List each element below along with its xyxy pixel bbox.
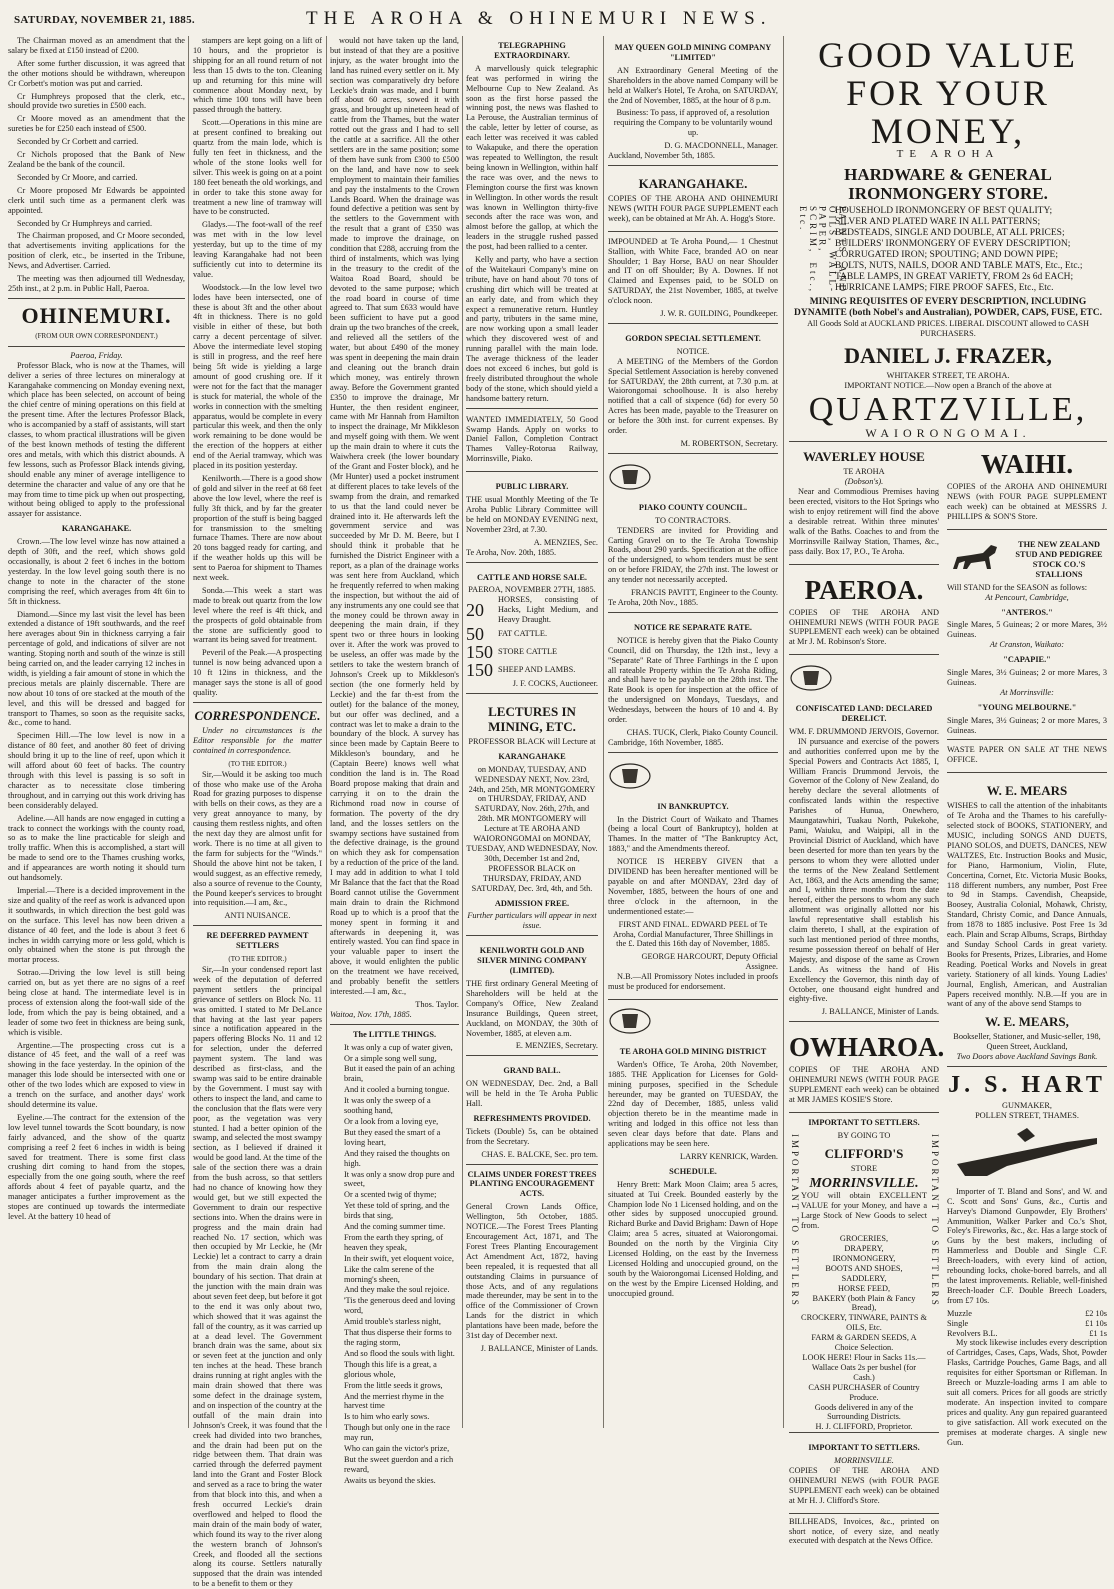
side-label: IMPORTANT TO SETTLERS — [789, 1133, 800, 1308]
paragraph: Scott.—Operations in this mine are at present confined to breaking out quartz from the main lode, which is fully ten feet in thickness, and the whole of the stone looks well for silver. This week is going on at a point 180 feet beneath the old workings, and in order to take this stone away for treatment a new line of tramway will have to be constructed. — [193, 118, 322, 217]
divider — [8, 346, 185, 347]
poem-line: Is to him who early sows. — [344, 1412, 430, 1422]
to-the-editor: (TO THE EDITOR.) — [228, 955, 287, 964]
ad-text: IN pursuance and exercise of the powers and authorities conferred upon me by the Special Powers and Contracts Act 1885, I, William Francis Drummond Jervois, the Governor of the Colony of New Zealand, do hereby declare the several allotments of confiscated lands within the respective Parishes of Hunua, Onewhero, Maungatawhiri, Tuakau North, Pukekohe, Pami, Waiuku, and Waipipi, all in the Provincial District of Auckland, which have been deserted for more than ten years by the persons to whom they were allotted under the terms of the New Zealand Settlement Act, 1863, and the Acts amending the same; and I, within three months from the date hereof, either the persons to whom any such allotment was originally allotted nor his lawful representative shall establish his claim thereto, I shall, at the expiration of such last mentioned period of three months, resume possession thereof on behalf of Her Majesty, and dispose of the same as Crown Lands. As witness the hand of His Excellency the Governor, this ninth day of October, one thousand eight hundred and eighty-five. — [789, 736, 939, 1004]
ad-heading: J. S. HART — [948, 1072, 1106, 1099]
ad-signature: W. E. MEARS, — [985, 1014, 1069, 1030]
ad-heading: LECTURES IN MINING, ETC. — [488, 703, 576, 734]
poem-line: Or a simple song well sung, — [344, 1053, 437, 1063]
ad-forest-claims — [466, 1170, 598, 1354]
ad-owharoa — [789, 1025, 945, 1113]
poem-line: But it eased the pain of an aching brain, — [344, 1064, 455, 1084]
royal-arms-icon — [608, 761, 652, 791]
paragraph: Diamond.—Since my last visit the level has been extended a distance of 19ft southwards, and the reef here averages about 9in in thickness carrying a fair percentage of gold, and indications of silver are not wanting. Stoping north and south of the winze is still being carried on, and the leader carrying 12 inches in width, is yielding a fair amount of stone in which the precious metals are plainly discernable. There are now about 10 tons of ore stacked at the mouth of the level, and this will be dressed and bagged for transport to Thames, so soon as the requisite sacks, &c., come to hand. — [8, 609, 185, 728]
ad-gold-mining-district — [608, 1003, 778, 1299]
paragraph: Seconded by Cr Humphreys and carried. — [17, 218, 153, 228]
ad-signature: D. G. MACDONNELL, Manager. — [664, 141, 778, 151]
ad-item: TABLE LAMPS, IN GREAT VARIETY, FROM 2s 6d EACH; — [835, 271, 1074, 282]
ad-text: Near and Commodious Premises having been erected, visitors to the Hot Springs who wish to enjoy retirement will find the above a desirable retreat. Within three minutes' walk of the Baths. Coaches to and from the Morrinsville Railway Station, Thames, &c., pass daily. Box 17, P.O., Te Aroha. — [789, 487, 939, 556]
paragraph: Sotrao.—Driving the low level is still being carried on, but as yet there are no signs of a reef being close at hand. The intermediate level is in process of extension along the foot-wall side of the lode, from which the pay is being obtained, and a leader of some two feet in thickness are being sunk, which is visible. — [8, 968, 185, 1037]
ad-public-library — [466, 475, 598, 562]
ad-text: A MEETING of the Members of the Gordon Special Settlement Association is hereby convened for SATURDAY, the 28th current, at 7.30 p.m. at Waiorongomai schoolhouse. It is also hereby notified that a call of sixpence (6d) for every 50 Acres has been made, payable to the Treasurer on or before the 30th inst. for current expenses. By order. — [608, 356, 778, 436]
column-6 — [789, 35, 1107, 1546]
lot-count: 150 — [466, 642, 493, 663]
ad-text: COPIES OF THE AROHA AND OHINEMURI NEWS (WITH FOUR PAGE SUPPLEMENT each week) can be obtained at MR JAMES KOSIE'S Store. — [789, 1065, 939, 1104]
ad-date: Cambridge, 16th November, 1885. — [608, 737, 724, 747]
paragraph: stampers are kept going on a lift of 10 hours, and the proprietor is shipping for an all round return of not less than 15 dwts to the ton. Cleaning up and returning for this mine will commence about Monday next, by which time 100 tons will have been passed through the battery. — [193, 36, 322, 115]
ad-heading: KARANGAHAKE. — [638, 175, 748, 191]
lot-count: 50 — [466, 624, 484, 645]
stallion-name: "YOUNG MELBOURNE." — [977, 702, 1077, 712]
stud-fee: Single Mares, 5 Guineas; 2 or more Mares, 3½ Guineas. — [947, 620, 1107, 640]
ad-item: BOOTS AND SHOES, — [825, 1263, 903, 1273]
poem-line: And it cooled a burning tongue. — [344, 1085, 450, 1095]
price-value: £1 10s — [1085, 1318, 1107, 1328]
ad-item: HOUSEHOLD IRONMONGERY OF BEST QUALITY; — [835, 205, 1053, 216]
price-row — [947, 1329, 1107, 1339]
ad-item: HORSE FEED, — [837, 1283, 891, 1293]
paragraph: Seconded by Cr Moore, and carried. — [17, 172, 138, 182]
ad-wanted — [466, 413, 598, 473]
paragraph: Imperial.—There is a decided improvement in the size and quality of the reef as work is advanced upon it southwards, in which direction the best gold was on the surface. This level has now been driven a distance of 40 feet, and the lode is about 3 feet 6 inches in width carrying more or less gold, which is only obtained when the stone is put through the mortar process. — [8, 885, 185, 965]
ad-text: In the District Court of Waikato and Thames (being a local Court of Bankruptcy), holden at Thames. In the matter of "The Bankruptcy Act, 1883," and the Amendments thereof. — [608, 814, 778, 854]
sale-lot — [466, 661, 598, 679]
ad-text: THE usual Monthly Meeting of the Te Aroha Public Library Committee will be held on MONDAY EVENING next, November 23rd, at 7.30. — [466, 495, 598, 534]
horse-icon — [947, 537, 1007, 577]
sale-lot — [466, 595, 598, 625]
masthead — [0, 0, 1114, 34]
ad-waihi — [947, 442, 1107, 530]
ad-address: Two Doors above Auckland Savings Bank. — [956, 1052, 1098, 1062]
ad-signature: FRANCIS PAVITT, Engineer to the County. — [630, 588, 778, 598]
poem-line: From the little seeds it grows, — [344, 1380, 443, 1390]
sale-lot — [466, 643, 598, 661]
stud-fee: Single Mares, 3½ Guineas; 2 or more Mares, 3 Guineas. — [947, 668, 1107, 687]
ad-item: BAKERY (both Plain & Fancy Bread), — [812, 1293, 916, 1313]
ad-text: Will STAND for the SEASON as follows: — [947, 582, 1088, 592]
ad-heading: GORDON SPECIAL SETTLEMENT. — [625, 333, 761, 343]
price-label: Single — [947, 1318, 969, 1328]
poem-line: But they eased the smart of a loving heart, — [344, 1127, 441, 1147]
ad-may-queen — [608, 36, 778, 166]
paragraph: Cr Moore moved as an amendment that the sureties be for £250 each instead of £500. — [8, 114, 185, 134]
ad-lectures — [466, 697, 598, 936]
paragraph: Adeline.—All hands are now engaged in cutting a track to connect the workings with the county road, so as to make the line practicable for sleigh and trolly traffic. When this is accomplished, a start will be made to send ore to the Thames crushing works, and if appearances are worth noting it should turn out handsomely. — [8, 813, 185, 883]
ad-signature: J. BALLANCE, Minister of Lands. — [480, 1343, 598, 1353]
ad-item: GROCERIES, — [839, 1234, 889, 1244]
ad-text: COPIES OF THE AROHA AND OHINEMURI NEWS (WITH FOUR PAGE SUPPLEMENT each week) can be obtained at Mr J. M. Robinson's Store. — [789, 607, 939, 647]
paragraph: Gladys.—The foot-wall of the reef was met with in the low level yesterday, but up to the time of my leaving Karangahake had not been sufficiently cut into to determine its value. — [193, 220, 322, 279]
lot-count: 20 — [466, 600, 484, 621]
paragraph: Argentine.—The prospecting cross cut is a distance of 45 feet, and the wall of a reef was showing in the face yesterday. In the opinion of the manager this lode should be intersected with one or other of the two lodes which are exposed to view in a trench on the surface, and another days' work should determine its value. — [8, 1040, 185, 1109]
ad-item: CROCKERY, TINWARE, PAINTS & OILS, Etc. — [801, 1313, 927, 1333]
ad-heading: NOTICE RE SEPARATE RATE. — [633, 622, 753, 632]
ad-owner: (Dobson's). — [844, 477, 884, 487]
ad-item: SILVER AND PLATED WARE IN ALL PATTERNS; — [835, 216, 1041, 227]
ad-item: BEDSTEADS, SINGLE AND DOUBLE, AT ALL PRICES; — [835, 227, 1065, 238]
lot-desc: STORE CATTLE — [498, 647, 558, 657]
signature: Thos. Taylor. — [415, 999, 459, 1009]
ad-text: BILLHEADS, Invoices, &c., printed on short notice, of every size, and neatly executed with despatch at the News Office. — [789, 1516, 939, 1546]
ad-item: HURRICANE LAMPS; FIRE PROOF SAFES, Etc., Etc. — [835, 282, 1054, 293]
column-1 — [8, 36, 185, 1428]
poem — [330, 1043, 459, 1486]
ad-morrinsville-copies — [789, 1436, 939, 1513]
ad-bankruptcy — [608, 756, 778, 1000]
ad-text: YOU will obtain EXCELLENT VALUE for your Money, and have a Large Stock of New Goods to select from. — [801, 1191, 927, 1231]
ad-heading: CATTLE AND HORSE SALE. — [476, 572, 588, 582]
subheading: RE DEFERRED PAYMENT SETTLERS — [206, 931, 309, 951]
sale-lot — [466, 625, 598, 643]
column-rule — [783, 36, 784, 1428]
ad-item: IRONMONGERY, — [832, 1253, 896, 1263]
ad-item: BUILDERS' IRONMONGERY OF EVERY DESCRIPTION; — [835, 238, 1071, 249]
poem-line: And they make the soul rejoice. — [344, 1285, 450, 1295]
issue-date: SATURDAY, NOVEMBER 21, 1885. — [14, 14, 195, 26]
ad-signature: J. W. R. GUILDING, Poundkeeper. — [660, 309, 778, 319]
ad-separate-rate — [608, 616, 778, 753]
section-heading: OHINEMURI. — [21, 302, 172, 328]
ad-text: AN Extraordinary General Meeting of the Shareholders in the above named Company will be held at Walker's Hotel, Te Aroha, on SATURDAY, the 2nd of November, 1885, at the hour of 8 p.m. — [608, 65, 778, 105]
ad-gordon-settlement — [608, 327, 778, 454]
paragraph: Cr Nichols proposed that the Bank of New Zealand be the bank of the council. — [8, 150, 185, 169]
ad-text: WISHES to call the attention of the inhabitants of Te Aroha and the Thames to his carefully-selected stock of BOOKS, STATIONERY, and MUSIC, including SONGS AND DUETS, PIANO SOLOS, and DUETS, DANCES, NEW WALTZES, Etc. Instruction Books and Music, for Piano, Harmonium, Violin, Flute, Concertina, Cornet, Etc. Victoria Music Books, 118 different numbers, any number, Post Free to 9d in Stamps. Cavendish, Cheapside, Boosey, Australia Colonial, Mohawk, Christy, Standard, Christy Comic, and Dance Annuals, from 1878 to 1885 inclusive. Post Free 1s 3d each. Plain and Scrap Albums, Scraps, Birthday and Sunday School Cards in great variety. Books for Presents, Prizes, Libraries, and Home Reading. Poetical Works and Novels in great variety. Stationery of all kinds. Young Ladies' Journal, English, American, and Australian Papers received monthly. N.B.—If you are in want of any of the above send Stamps to — [947, 801, 1107, 1009]
divider — [8, 298, 185, 299]
ad-town: TE AROHA — [896, 148, 1000, 160]
price-value: £2 10s — [1085, 1308, 1107, 1318]
ad-date: Te Aroha, 20th Nov., 1885. — [608, 597, 699, 607]
ad-item: FARM & GARDEN SEEDS, A Choice Selection. — [811, 1333, 917, 1353]
stud-location: At Cranston, Waikato: — [989, 640, 1065, 650]
ad-text: Warden's Office, Te Aroha, 20th November, 1885. THE Application for Licenses for Gold-mining purposes, specified in the Schedule hereunder, may be granted on TUESDAY, the 22nd day of December, 1885, unless valid objection thereto be in the meantime made in writing and lodged in this office not less than seven clear days before that date. Plans and applications may be seen here. — [608, 1059, 778, 1149]
ad-text: STORE — [850, 1163, 878, 1173]
ad-text: NOTICE is hereby given that the Piako County Council, did on Thursday, the 12th inst., levy a "Separate" Rate of Three Farthings in the £ upon all rateable Property within the Te Aroha Riding, and shall have to be payable on the 28th inst. The Rate Book is open for inspection at the office of the undersigned on Mondays, Tuesdays, and Wednesdays, between the hours of 10 and 4. By order. — [608, 635, 778, 725]
ad-signature: E. MENZIES, Secretary. — [515, 1041, 598, 1051]
ad-text: General Crown Lands Office, Wellington, 5th October, 1885. NOTICE.—The Forest Trees Planting Encouragement Act, 1871, and The Forest Trees Planting Encouragement Act Amendment Act, 1872, having been repealed, it is requested that all outstanding Claims in pursuance of those Acts, and of any regulations made thereunder, may be sent in to the office of the Commissioner of Crown Lands for the district in which plantations have been made, before the 31st day of December next. — [466, 1202, 598, 1341]
ad-karangahake — [608, 169, 778, 232]
ad-town: TE AROHA — [843, 467, 885, 477]
ad-heading: IMPORTANT TO SETTLERS. — [808, 1117, 920, 1127]
ad-hart-gunmaker — [947, 1072, 1107, 1447]
ad-text: PROFESSOR BLACK will Lecture at — [468, 736, 596, 746]
byline: (FROM OUR OWN CORRESPONDENT.) — [35, 331, 158, 340]
paragraph: Seconded by Cr Corbett and carried. — [17, 137, 139, 147]
ad-text: Business: To pass, if approved of, a resolution requiring the Company to be voluntarily wound up. — [613, 108, 773, 138]
ad-date: Auckland, November 5th, 1885. — [608, 151, 715, 161]
ad-piako-council — [608, 457, 778, 613]
lot-desc: FAT CATTLE. — [498, 629, 548, 639]
poem-title: The LITTLE THINGS. — [352, 1029, 437, 1039]
ad-place: KARANGAHAKE — [498, 751, 566, 761]
side-label: PAINTS AND OILS, WALL-PAPER, SCRIM, Etc., Etc. — [797, 205, 848, 294]
column-rule — [326, 36, 327, 1428]
ad-heading: CONFISCATED LAND: DECLARED DERELICT. — [795, 704, 933, 724]
ad-town: MORRINSVILLE. — [834, 1456, 894, 1466]
paragraph: Crown.—The low level winze has now attained a depth of 30ft, and the reef, which shows gold occasionally, is about 2 feet 6 inches in the bottom yesterday. In the low level going south there is no change to note in the character of the stone comprising the reef, which averages from 4ft 6in to 5ft in thickness. — [8, 537, 185, 606]
ad-text: Goods delivered in any of the Surrounding Districts. — [814, 1402, 914, 1422]
divider — [193, 925, 322, 926]
ad-cliffords-store — [789, 1118, 939, 1433]
ad-town: MORRINSVILLE. — [809, 1175, 919, 1191]
royal-arms-icon — [608, 1006, 652, 1036]
paragraph: The Chairman moved as an amendment that the salary be fixed at £150 instead of £200. — [8, 36, 185, 55]
lot-desc: HORSES, consisting of Hacks, Light Medium, and Heavy Draught. — [498, 595, 598, 625]
ad-text: Tickets (Double) 5s, can be obtained from the Secretary. — [466, 1126, 598, 1146]
ad-text: Further particulars will appear in next issue. — [467, 911, 597, 931]
column-6-lower — [789, 442, 1107, 1546]
paragraph: The meeting was then adjourned till Wednesday, 25th inst., at 2 p.m. in Public Hall, Paeroa. — [8, 274, 185, 293]
poem-line: And so flood the souls with light. — [344, 1348, 455, 1358]
ad-store-name: CLIFFORD'S — [824, 1145, 904, 1161]
lot-count: 150 — [466, 660, 493, 681]
ad-paeroa — [789, 568, 939, 656]
ad-subheading: TO CONTRACTORS. — [655, 515, 731, 525]
ad-text: TENDERS are invited for Providing and Carting Gravel on to the Te Aroha Township Roads, about 290 yards. Specification at the office of the undersigned, to whom tenders must be sent on or before FRIDAY, the 27th inst. The lowest or any tender not necessarily accepted. — [608, 525, 778, 585]
ad-admission: ADMISSION FREE. — [494, 898, 570, 908]
ad-item: SADDLERY, — [841, 1273, 887, 1283]
price-row — [947, 1309, 1107, 1319]
poem-line: And they raised the thoughts on high. — [344, 1148, 450, 1168]
ad-signature: J. BALLANCE, Minister of Lands. — [821, 1007, 939, 1017]
poem-line: Though but only one in the race may run, — [344, 1423, 450, 1443]
ad-signature: LARRY KENRICK, Warden. — [680, 1151, 778, 1161]
ad-text: NOTICE IS HEREBY GIVEN that a DIVIDEND has been hereafter mentioned will be payable on and after MONDAY, 23rd day of November, 1885, between the hours of one and three o'clock in the afternoon, in the undermentioned estate:— — [608, 857, 778, 916]
column-5 — [608, 36, 778, 1428]
ad-item: DRAPERY, — [844, 1244, 884, 1253]
ad-heading: PAEROA. — [804, 574, 924, 605]
newspaper-title: THE AROHA & OHINEMURI NEWS. — [306, 8, 772, 29]
ad-signature: WM. F. DRUMMOND JERVOIS, Governor. — [789, 726, 939, 736]
price-row — [947, 1319, 1107, 1329]
paragraph: Sonda.—This week a start was made to break out quartz from the low level where the reef is 4ft thick, and the prospects of gold obtainable from the stone are sufficiently good to warrant its being saved for treatment. — [193, 585, 322, 645]
signature: ANTI NUISANCE. — [224, 911, 291, 921]
divider — [466, 408, 598, 409]
ad-kenilworth — [466, 939, 598, 1056]
ad-signature: H. J. CLIFFORD, Proprietor. — [815, 1422, 913, 1432]
ad-heading: IMPORTANT TO SETTLERS. — [808, 1443, 920, 1453]
ad-text: Importer of T. Bland and Sons', and W. and C. Scott and Sons' Guns, &c., Curtis and Harvey's Diamond Gunpowder, Ely Brothers' Ammunition, Walker Parker and Co.'s Shot, Foley's Fireworks, &c., &c. Has a large stock of Guns by the best makers, including of Hammerless and Double and Single C.F. Breech-loaders, with every kind of action, rebounding locks, choke-bored barrels, and all the latest improvements. Reliable, well-finished Breech-loader C.F. Double Breech Loaders, from £7 10s. — [947, 1186, 1107, 1305]
poem-line: But the sweet guerdon and a rich reward, — [344, 1454, 454, 1474]
gun-illustration — [947, 1124, 1107, 1184]
ad-text: IMPORTANT NOTICE.—Now open a Branch of the above at — [844, 380, 1052, 390]
side-label: IMPORTANT TO SETTLERS — [930, 1133, 940, 1308]
poem-line: Yet these told of spring, and the birds that sing, — [344, 1201, 450, 1221]
ad-billheads — [789, 1517, 939, 1547]
paragraph: Cr Humphreys proposed that the clerk, etc., should provide two sureties in £500 each. — [8, 91, 185, 111]
ad-text: IMPOUNDED at Te Aroha Pound,— 1 Chestnut Stallion, with White Face, branded AO on near Shoulder; 1 Bay Horse, BAU on near Shoulder and IT on off Shoulder; By A. Downes. If not Claimed and Expenses paid, to be SOLD on SATURDAY, the 21st November, 1885, at twelve o'clock noon. — [608, 236, 778, 306]
ad-impounded — [608, 235, 778, 324]
letter: Sir,—Would it be asking too much of those who make use of the Aroha Road for grazing purposes to dispense with bells on their cows, as they are a very great annoyance to many, by causing them restless nights, and often the next day they are almost unfit for work. There is no time at all given to the farm for subjects for the "Winds." Should the above hint not be taken, I would suggest, as an effective remedy, also a source of revenue to the County, the Pound keeper's services to brought into requisition.—I am, &c., — [193, 769, 322, 908]
ad-hardware-store — [789, 36, 1107, 442]
ad-text: WANTED IMMEDIATELY, 50 Good Swamp Hands. Apply on works to Daniel Fallon, Completion Contract Thames Valley-Rotorua Railway, Morrinsville, Piako. — [466, 414, 598, 464]
ad-signature: CHAS. TUCK, Clerk, Piako County Council. — [626, 727, 778, 737]
ad-text: LOOK HERE! Flour in Sacks 11s.—Wallace Oats 2s per bushel (for Cash.) — [802, 1352, 926, 1382]
paragraph: Cr Moore proposed Mr Edwards be appointed clerk until such time as a permanent clerk was appointed. — [8, 185, 185, 215]
ad-item-list — [789, 206, 1107, 294]
ad-date: Te Aroha, Nov. 20th, 1885. — [466, 547, 557, 557]
poem-line: In their swift, yet eloquent voice, — [344, 1253, 454, 1263]
column-2 — [193, 36, 323, 1589]
paragraph: Eyeline.—The contract for the extension of the low level tunnel towards the Scott boundary, is now fairly advanced, and the show of the quartz comprising a reef 2 feet 6 inches in width is being saved for treatment. There is some first class crushing dirt coming to hand from the stopes, especially from the one going south, where the reef affords about 4 feet of payable quartz, and the manager anticipates a further improvement as the stopes are continued up towards the intermediate level. At the battery 10 head of — [8, 1112, 185, 1221]
ad-item: CORRUGATED IRON; SPOUTING; AND DOWN PIPE; — [835, 249, 1058, 260]
ad-address: POLLEN STREET, THAMES. — [975, 1110, 1079, 1120]
column-rule — [603, 36, 604, 1428]
ad-text: COPIES of the AROHA AND OHINEMURI NEWS (with FOUR PAGE SUPPLEMENT each week) can be obtained at MESSRS J. PHILLIPS & SON'S Store. — [947, 482, 1107, 522]
poem-line: Who can gain the victor's prize, — [344, 1444, 450, 1454]
paragraph: Kelly and party, who have a section of the Waitekauri Company's mine on tribute, have on hand about 70 tons of crushing dirt which will be treated at an early date, and from which they expect a remunerative return. Huntley and party, tributers in the same mine, are now working upon a small leader which they discovered west of and running parallel with the main lode. The average thickness of the leader does not exceed 6 inches, but gold is freely distributed throughout the whole body of the stone, which should yield a handsome battery return. — [466, 255, 598, 403]
ad-heading: GRAND BALL. — [503, 1066, 561, 1076]
lot-desc: SHEEP AND LAMBS. — [498, 665, 576, 675]
ad-heading: KENILWORTH GOLD AND SILVER MINING COMPANY (LIMITED). — [477, 946, 587, 976]
ad-text: on MONDAY, TUESDAY, AND WEDNESDAY NEXT, Nov. 23rd, 24th, and 25th, MR MONTGOMERY on THURSDAY, FRIDAY, AND SATURDAY, Nov. 26th, 27th, and 28th. MR MONTGOMERY will Lecture at TE AROHA AND WAIORONGOMAI on MONDAY, TUESDAY, AND WEDNESDAY, Nov. 30th, December 1st and 2nd, PROFESSOR BLACK on THURSDAY, FRIDAY, AND SATURDAY, Dec. 3rd, 4th, and 5th. — [466, 764, 598, 893]
ad-text: All Goods Sold at AUCKLAND PRICES. LIBERAL DISCOUNT allowed to CASH PURCHASERS. — [807, 318, 1089, 338]
ad-waste-paper — [947, 743, 1107, 773]
ad-heading: HARDWARE & GENERAL IRONMONGERY STORE. — [844, 164, 1052, 203]
coat-of-arms-icon — [608, 462, 652, 492]
paragraph: Kenilworth.—There is a good show of gold and silver in the reef at 68 feet above the low level, where the reef is fully 3ft thick, and by far the greater proportion of the stuff is being bagged for transmission to the smelting furnace Thames. There are now about 20 tons bagged ready for carting, and if the weather holds up this will be sent to Paeroa for shipment to Thames next week. — [193, 473, 322, 583]
ad-heading: WAIHI. — [980, 449, 1074, 480]
poem-line: Or a scented twig of thyme; — [344, 1190, 437, 1200]
ad-location: QUARTZVILLE, — [808, 390, 1088, 428]
paragraph: The Chairman proposed, and Cr Moore seconded, that advertisements inviting applications for the position of clerk, etc., be inserted in the Tribune, News, and Advertiser. Carried. — [8, 231, 185, 271]
ad-heading: IN BANKRUPTCY. — [657, 801, 729, 811]
paragraph: Professor Black, who is now at the Thames, will deliver a series of three lectures on mineralogy at Karangahake commencing on Monday evening next, which place has been selected, on account of being the chief centre of mining operations on this field at the present time. After the lectures Professor Black, who is accompanied by a staff of assistants, will start classes, to whom practical illustrations will be given of the best known methods of testing the different ores and metals, with which this district abounds. A few lessons, such as Professor Black intends giving, should enable any miner of average intelligence to determine the character and value of any ore that he may from time to time pick up when out prospecting, without being obliged to apply to the professional assayer for assistance. — [8, 360, 185, 519]
ad-cattle-sale — [466, 566, 598, 694]
ad-text: THE first ordinary General Meeting of Shareholders will be held at the Company's Office, New Zealand Insurance Buildings, Queen street, Auckland, on MONDAY, the 30th of November, 1885, at eleven a.m. — [466, 978, 598, 1038]
ad-location: WAIORONGOMAI. — [865, 425, 1031, 440]
poem-line: From the earth they spring, of heaven they speak, — [344, 1232, 444, 1252]
ad-waverley-house — [789, 442, 939, 564]
ad-heading: THE NEW ZEALAND STUD AND PEDIGREE STOCK CO.'S STALLIONS — [1015, 540, 1103, 579]
ad-heading: MAY QUEEN GOLD MINING COMPANY "LIMITED" — [614, 43, 772, 62]
ad-address: WHITAKER STREET, TE AROHA. — [886, 370, 1010, 380]
poem-line: It was only a snow drop pure and sweet, — [344, 1169, 455, 1189]
price-label: Revolvers B.L. — [947, 1328, 998, 1338]
ad-signature: GEORGE HARCOURT, Deputy Official Assignee. — [641, 952, 778, 972]
ad-headline: GOOD VALUE FOR YOUR MONEY, — [818, 35, 1078, 151]
paragraph: Specimen Hill.—The low level is now in a distance of 80 feet, and another 80 feet of driving should bring it up to the line of reef, upon which it will afford about 60 feet of backs. The country through with this level is passing is so soft in character as to necessitate close timbering throughout, and in carrying out this work driving has been considerably delayed. — [8, 731, 185, 810]
stud-location: At Pencourt, Cambridge, — [985, 592, 1069, 602]
column-4 — [466, 36, 598, 1428]
ad-signature: CHAS. E. BALCKE, Sec. pro tem. — [481, 1149, 598, 1159]
ad-text: FIRST AND FINAL. EDWARD PEEL of Te Aroha, Cordial Manufacturer, Three Shillings in the £. Dated this 16th day of November, 1885. — [612, 919, 774, 949]
stud-fee: Single Mares, 3½ Guineas; 2 or more Mares, 3 Guineas. — [947, 715, 1107, 735]
paragraph: After some further discussion, it was agreed that the other motions should be withdrawn, whereupon Cr Corbett's motion was put and carried. — [8, 58, 185, 88]
ad-text: WASTE PAPER ON SALE AT THE NEWS OFFICE. — [947, 745, 1107, 765]
ad-subheading: SCHEDULE. — [669, 1166, 717, 1176]
subheading: KARANGAHAKE. — [61, 524, 132, 534]
editor-note: Under no circumstances is the Editor responsible for the matter contained in correspondence. — [193, 725, 322, 755]
poem-line: It was only a cup of water given, — [344, 1042, 453, 1052]
ad-item: BOLTS, NUTS, NAILS, DOOR AND TABLE MATS, Etc., Etc.; — [835, 260, 1083, 271]
poem-line: And the coming summer time. — [344, 1222, 446, 1232]
poem-line: Amid trouble's starless night, — [344, 1317, 441, 1327]
divider — [193, 702, 322, 703]
correspondence-heading: CORRESPONDENCE. — [194, 707, 321, 723]
ad-subheading: NOTICE. — [676, 346, 710, 356]
poem-line: Though this life is a great, a glorious whole, — [344, 1359, 437, 1379]
poem-line: It was only the sweep of a soothing hand, — [344, 1096, 431, 1116]
ad-confiscated-land — [789, 658, 939, 1022]
paragraph: Woodstock.—In the low level two lodes have been intersected, one of these is about 3ft and the other about 4ft in thickness. There is no gold visible in either of these, but both carry a decent percentage of silver. Above the intermediate level stoping is still in progress, and the reef here being 5ft wide is yielding a large amount of good crushing ore. If it were not for the fact that the manager is stuck for material, the whole of the works in connection with the smelting apparatus, would be complete in every particular this week, and then the only work remaining to be done would be the erection of the hoppers at either end of the Aerial tramway, which was placed in its position yesterday. — [193, 282, 322, 471]
poem-line: Or a look from a loving eye, — [344, 1116, 439, 1126]
ad-heading: PIAKO COUNTY COUNCIL. — [638, 502, 748, 512]
ad-heading: OWHAROA. — [789, 1032, 945, 1063]
ad-text: BY GOING TO — [837, 1130, 891, 1140]
ad-text: CASH PURCHASER of Country Produce. — [808, 1382, 920, 1402]
ad-heading: WAVERLEY HOUSE — [803, 449, 925, 465]
poem-line: And the merriest rhyme in the harvest time — [344, 1391, 444, 1411]
column-6-left — [789, 442, 945, 1549]
dateline: Paeroa, Friday. — [70, 350, 123, 360]
poem-line: That thus disperse their forms to the raging storm, — [344, 1328, 452, 1347]
column-6-right — [947, 442, 1107, 1450]
ad-stud-stallions — [947, 533, 1107, 740]
gun-icon — [947, 1124, 1107, 1184]
stallion-name: "CAPAPIE." — [1003, 655, 1051, 665]
price-value: £1 1s — [1089, 1328, 1107, 1338]
ad-signature: M. ROBERTSON, Secretary. — [680, 439, 778, 448]
column-rule — [462, 36, 463, 1428]
royal-arms-icon — [789, 663, 833, 693]
ad-heading: TE AROHA GOLD MINING DISTRICT — [619, 1046, 767, 1056]
ad-proprietor: DANIEL J. FRAZER, — [844, 342, 1052, 368]
letter: Sir,—In your condensed report last week of the deputation of deferred payment settlers the principal grievance of settlers on Block No. 11 was omitted. I stated to Mr DeLance that having at the last year papers since a notification appeared in the papers offering Blocks No. 11 and 12 for selection, under the deferred payment system. The land was described as first-class, and the swamp was said to be entire drainable by the Government. I must say with others to inspect the land, and came to the conclusion that the flats were very poor, as the vegetation was very stunted. I had a better opinion of the swamp, and selected the most swampy section, as I believed if drained it would be good land. At the time of the sale of the section there was a drain from the bush across, so that settlers had no chance of knowing how they would get, but we still expected the Government to drain our respective sections into. When the drains were in progress and the main drain had reached No. 17 section, which was then occupied by Mr Leckie, he (Mr Leckie) let a contract to carry a drain from the main drain along the boundary of his section. That drain at the junction with the main drain was about seven feet deep, but before it got to the end it was only about two, which showed that it was against the fall of the country, as it was carried up at a dead level. The Government branch drain was the same, about six or seven feet at the junction and only ten inches at the head. These branch drains running at right angles with the main drain showed that there was some defect in the drainage system, and on inspection of the country at the outfall of the main drain into Johnson's Creek, it was found that the creek had divided into two branches, and the drain had been put on the ridge between them. That drain was carried through the deferred payment land into the Grant and Foster Block and served as a race to bring the water from that block into this, and when a fresh occurred Leckie's drain overflowed and helped to flood the main drain of the main body of water, which found its way to the river along the western branch of Johnson's Creek, and flooded all the sections along its course. Settlers naturally supposed that the drain was intended to be a benefit to them or they — [193, 965, 323, 1589]
ad-subheading: GUNMAKER, — [1001, 1101, 1052, 1111]
ad-text: COPIES OF THE AROHA AND OHINEMURI NEWS (with FOUR PAGE SUPPLEMENT each week) can be obtained at Mr H. J. Clifford's Store. — [789, 1466, 939, 1505]
ad-address: Bookseller, Stationer, and Music-seller, 198, Queen Street, Auckland, — [953, 1032, 1101, 1052]
ad-text: REFRESHMENTS PROVIDED. — [473, 1113, 591, 1123]
column-rule — [188, 36, 189, 1428]
stud-location: At Morrinsville: — [1000, 687, 1054, 697]
stallion-name: "ANTEROS." — [1001, 607, 1053, 617]
council-report — [8, 36, 185, 294]
ad-signature: A. MENZIES, Sec. — [533, 537, 598, 547]
ad-heading: W. E. MEARS — [986, 783, 1068, 799]
poem-line: Like the calm serene of the morning's sheen, — [344, 1264, 435, 1284]
ad-text: Henry Brett: Mark Moon Claim; area 5 acres, situated at Tui Creek. Bounded easterly by the Champion lode No 1 Licensed holding, and on the other sides by supposed unoccupied ground. Richard Burke and David Brigham: Dawn of Hope Claim; area 5 acres, situated at Waiorongomai. Bounded on the north by the Virginia City Licensed Holding, on the east by the Inverness Licensed Holding and unoccupied ground, on the south by the Waiorongomai Licensed Holding, and on the west by the Empire Licensed Holding, and unoccupied ground. — [608, 1179, 778, 1298]
poem-line: 'Tis the generous deed and loving word, — [344, 1296, 456, 1316]
divider — [330, 1024, 459, 1025]
ad-heading: CLAIMS UNDER FOREST TREES PLANTING ENCOURAGEMENT ACTS. — [467, 1169, 597, 1199]
ad-grand-ball — [466, 1059, 598, 1164]
ad-text: My stock likewise includes every description of Cartridges, Cases, Caps, Wads, Shot, Powder Flasks, Cartridge Pouches, Game Bags, and all requisites for either Sportsman or Rifleman. In Breech or Muzzle-loading arms I am able to suit all comers. Prices for all goods are strictly moderate. An inspection invited to compare prices and quality. Any gun repaired guaranteed to give satisfaction. All work executed on the premises at moderate charges. A single new Gun. — [947, 1338, 1107, 1447]
ad-signature: J. F. COCKS, Auctioneer. — [512, 679, 598, 689]
ad-text: N.B.—All Promissory Notes included in proofs must be produced for endorsement. — [608, 972, 778, 992]
article-heading: TELEGRAPHING EXTRAORDINARY. — [494, 41, 570, 60]
ad-mears-books — [947, 776, 1107, 1067]
paragraph: Peveril of the Peak.—A prospecting tunnel is now being advanced upon a 10 ft 12ins in thickness, and the manager says the stone is all of good quality. — [193, 648, 322, 697]
to-the-editor: (TO THE EDITOR.) — [228, 759, 287, 768]
poem-line: Awaits us beyond the skies. — [344, 1475, 436, 1485]
column-3 — [330, 36, 460, 1485]
price-label: Muzzle — [947, 1308, 972, 1318]
ad-subheading: PAEROA, NOVEMBER 27TH, 1885. — [468, 585, 596, 595]
ad-text: MINING REQUISITES OF EVERY DESCRIPTION, INCLUDING DYNAMITE (both Nobel's and Australian), POWDER, CAPS, FUSE, ETC. — [794, 296, 1102, 318]
ad-text: ON WEDNESDAY, Dec. 2nd, a Ball will be held in the Te Aroha Public Hall. — [466, 1079, 598, 1109]
ad-text: COPIES OF THE AROHA AND OHINEMURI NEWS (WITH FOUR PAGE SUPPLEMENT each week), can be obtained at Mr Ah. A. Hogg's Store. — [608, 193, 778, 223]
paragraph: A marvellously quick telegraphic feat was performed in wiring the Melbourne Cup to New Zealand. As soon as the first horse passed the winning post, the news was flashed to La Perouse, the Australian terminus of the cable, letter by letter of course, as each letter was received it was cabled to Wakapuke, and there the operation was repeated to Wellington, the result being known in Wellington, within half the race was over, and the news to Flemington course the first was known in Wellington. In other words the result was known in Wellington thirty-five seconds after the race was won, and almost before the gallop, at which the leaders in the struggle rushed passed the post, had been rallied to a center. — [466, 63, 598, 252]
ad-heading: PUBLIC LIBRARY. — [495, 482, 569, 492]
letter-date: Waitoa, Nov. 17th, 1885. — [330, 1009, 412, 1019]
letter: would not have taken up the land, but instead of that they are a positive injury, as the water brought into the land has ruined every settler on it. My section was comparatively dry before Leckie's drain was made, and I burnt off about 60 acres, sowed it with grass, and brought up nineteen head of cattle from the Thames, but the water rotted out the grass and I had to sell the cattle at a sacrifice. All the other settlers are in the same position; some of them have sunk from £300 to £500 on the land, and have now to seek employment to maintain their families and pay the instalments to the Crown Lands Board. When the drainage was found defective a petition was sent by the settlers to the Government with the result that a grant of £350 was made to improve the drainage, on condition that £288, accruing from the third of instalments, which was lying in the treasury to the credit of the Waitoa Road Board, should be devoted to the same purpose; which the road board in course of time agreed to. That sum £633 would have been sufficient to have put a good drain up the two branches of the creek, and relieved all the settlers of the water, but about £490 of the money was spent in deepening the main drain and cleaning out the branch drain which money, was entirely thrown away. Before the Government granted £350 to improve the drainage, Mr Hunter, the then resident engineer, came with Mr Hannah from Hamilton to inspect the drainage, Mr Mikkleson and myself going with them. We went up the main drain to where it cuts the Waiwhera creek (the lower boundary of the Grant and Foster block), and he (Mr Hunter) used a pocket instrument at different places to take levels of the swamp from the drain, and remarked to us that the land could never be drained into it. He afterwards left the government service and was succeeded by Mr D. M. Beere, but I should think it probable that he furnished the District Engineer with a report, as a plan of the drainage works was sent here from Auckland, which he frequently referred to when making the inspection, but without the aid of any instruments any one could see that the money could be thrown away in deepening the main drain, if they spent two or three hours in looking over it. After the work was proved to be useless, an offer was made by the settlers to take the western branch of Johnson's Creek up to Mikkleson's section (the one formerly held by Leckie) and the far th-est from the outlet) for the balance of the money, but our offer was declined, and a contract was let to make a drain to the boundary of the block. A survey has since been made by Captain Beere to Mikkleson's boundary, and he (Captain Beere) knows well what condition the land is in. The Road Board propose making that drain and carrying it on to the drain the Richmond road now in course of formation. The poverty of the dry land, and the losses settlers on the swampy sections have sustained from the defective drainage, is the ground on which they ask for compensation by a reduction of the price of the land. I may add in addition to what I told Mr Balance that the fact that the Road Board cannot utilise the Government main drain to drain the Richmond Road up to which is a proof that the money spent in forming it and afterwards in deepening it, was entirely wasted. You can find space in your valuable paper to insert the above, it would enlighten the public on the treatment we have received, and probably benefit the settlers interested.—I am, &c., — [330, 36, 460, 996]
